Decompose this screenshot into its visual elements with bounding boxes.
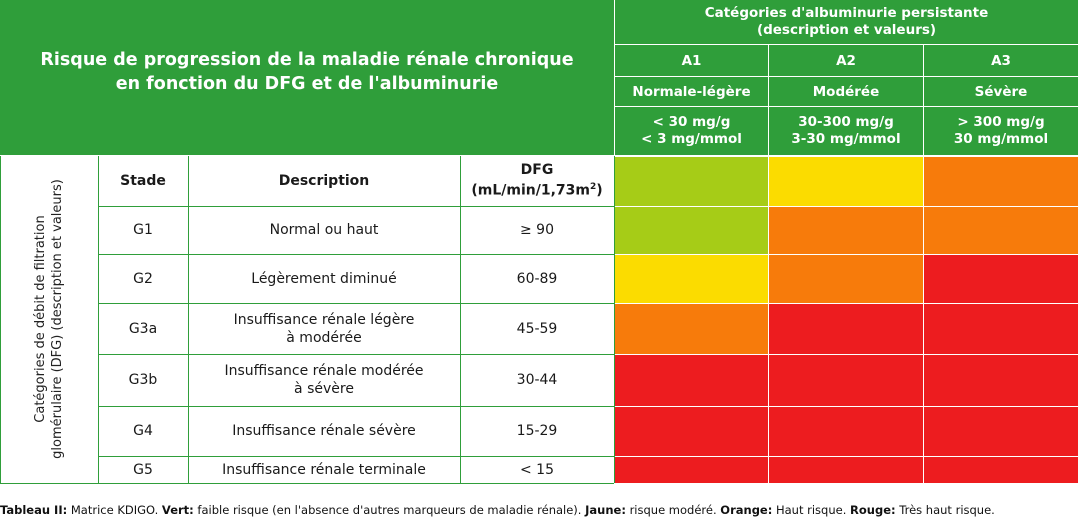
risk-cell-yellow <box>769 157 923 206</box>
category-label-a3: Sévère <box>974 83 1028 100</box>
description-line: Insuffisance rénale légère <box>233 311 415 328</box>
dfg-cell: 60-89 <box>516 270 558 287</box>
column-header-dfg <box>460 156 614 206</box>
divider <box>98 406 614 407</box>
description-cell <box>188 303 460 354</box>
divider <box>614 206 1078 207</box>
risk-cell-green <box>615 207 768 254</box>
albuminuria-header-line-1: Catégories d'albuminurie persistante <box>704 5 989 21</box>
category-code-a2: A2 <box>836 52 856 69</box>
description-line: Insuffisance rénale sévère <box>232 423 416 439</box>
stade-cell: G3a <box>128 320 158 337</box>
description-line: Légèrement diminué <box>251 270 397 287</box>
dfg-cell: 45-59 <box>516 320 558 337</box>
risk-cell-yellow <box>615 255 768 303</box>
caption-text: Haut risque. <box>772 503 851 517</box>
category-value-line: 30-300 mg/g <box>798 114 894 130</box>
divider <box>98 206 614 207</box>
risk-cell-red <box>615 355 768 406</box>
stade-cell: G5 <box>133 461 153 478</box>
category-value-line: < 3 mg/mmol <box>641 131 742 147</box>
caption-keyword: Tableau II: <box>0 503 68 517</box>
title-line-2: en fonction du DFG et de l'albuminurie <box>115 74 499 94</box>
side-label-line-1: Catégories de débit de filtration <box>33 215 48 423</box>
category-label-a1: Normale-légère <box>632 83 751 100</box>
category-value-line: < 30 mg/g <box>652 114 731 130</box>
risk-cell-red <box>615 457 768 483</box>
dfg-cell: 15-29 <box>516 423 558 439</box>
category-values-a3 <box>924 107 1078 155</box>
category-values-a1 <box>615 107 768 155</box>
divider <box>614 303 1078 304</box>
description-cell <box>188 406 460 456</box>
description-line: Normal ou haut <box>269 222 379 238</box>
column-header-stade: Stade <box>120 173 166 189</box>
stade-cell: G2 <box>133 270 153 287</box>
caption-text: Très haut risque. <box>895 503 995 517</box>
divider <box>768 156 769 483</box>
category-value-line: 30 mg/mmol <box>953 131 1049 147</box>
caption-text: Matrice KDIGO. <box>67 503 162 517</box>
description-line: à sévère <box>294 381 354 397</box>
risk-cell-orange <box>769 207 923 254</box>
stade-cell: G3b <box>128 372 158 388</box>
divider <box>614 354 1078 355</box>
category-values-a2 <box>769 107 923 155</box>
albuminuria-header-line-2: (description et valeurs) <box>756 22 937 38</box>
risk-cell-red <box>615 407 768 456</box>
description-cell <box>188 254 460 303</box>
divider <box>98 354 614 355</box>
dfg-cell: < 15 <box>520 461 554 478</box>
title <box>0 48 614 96</box>
caption-keyword: Rouge: <box>850 503 896 517</box>
description-cell <box>188 206 460 254</box>
risk-cell-orange <box>924 157 1078 206</box>
divider <box>98 254 614 255</box>
divider <box>614 156 615 483</box>
risk-cell-red <box>924 255 1078 303</box>
risk-cell-red <box>769 457 923 483</box>
description-cell <box>188 354 460 406</box>
divider <box>614 254 1078 255</box>
category-code-a1: A1 <box>681 52 702 69</box>
dfg-cell: 30-44 <box>516 372 558 388</box>
caption <box>0 503 1078 517</box>
risk-cell-red <box>769 407 923 456</box>
divider <box>923 156 924 483</box>
caption-keyword: Vert: <box>161 503 194 517</box>
category-value-line: > 300 mg/g <box>957 114 1045 130</box>
risk-cell-green <box>615 157 768 206</box>
caption-text: faible risque (en l'absence d'autres marqueurs de maladie rénale). <box>193 503 586 517</box>
divider <box>614 456 1078 457</box>
stade-cell: G1 <box>133 222 153 238</box>
side-label <box>0 156 98 483</box>
description-line: à modérée <box>286 329 362 346</box>
description-line: Insuffisance rénale terminale <box>222 461 426 478</box>
column-header-description: Description <box>278 173 370 189</box>
risk-cell-orange <box>769 255 923 303</box>
dfg-header-line-1: DFG <box>520 162 554 179</box>
risk-cell-orange <box>924 207 1078 254</box>
risk-cell-red <box>924 457 1078 483</box>
risk-cell-red <box>769 355 923 406</box>
divider <box>614 156 1078 157</box>
risk-cell-red <box>924 407 1078 456</box>
divider <box>98 303 614 304</box>
divider <box>0 483 98 484</box>
side-label-line-2: glomérulaire (DFG) (description et valeurs) <box>50 179 65 459</box>
title-line-1: Risque de progression de la maladie rénale chronique <box>40 50 574 70</box>
category-value-line: 3-30 mg/mmol <box>791 131 901 147</box>
description-line: Insuffisance rénale modérée <box>224 363 424 379</box>
divider <box>98 456 614 457</box>
divider <box>98 483 614 484</box>
description-cell <box>188 456 460 483</box>
caption-keyword: Orange: <box>720 503 773 517</box>
category-label-a2: Modérée <box>812 83 880 100</box>
risk-cell-red <box>924 355 1078 406</box>
risk-cell-red <box>924 304 1078 354</box>
albuminuria-header-text <box>615 2 1078 42</box>
dfg-cell: ≥ 90 <box>520 222 554 238</box>
risk-cell-orange <box>615 304 768 354</box>
risk-cell-red <box>769 304 923 354</box>
caption-text: risque modéré. <box>625 503 721 517</box>
divider <box>614 406 1078 407</box>
caption-keyword: Jaune: <box>585 503 626 517</box>
stade-cell: G4 <box>133 423 153 439</box>
category-code-a3: A3 <box>991 52 1011 69</box>
dfg-header-line-2: $(mL/\min/1,73m^2)$ <box>471 182 603 199</box>
